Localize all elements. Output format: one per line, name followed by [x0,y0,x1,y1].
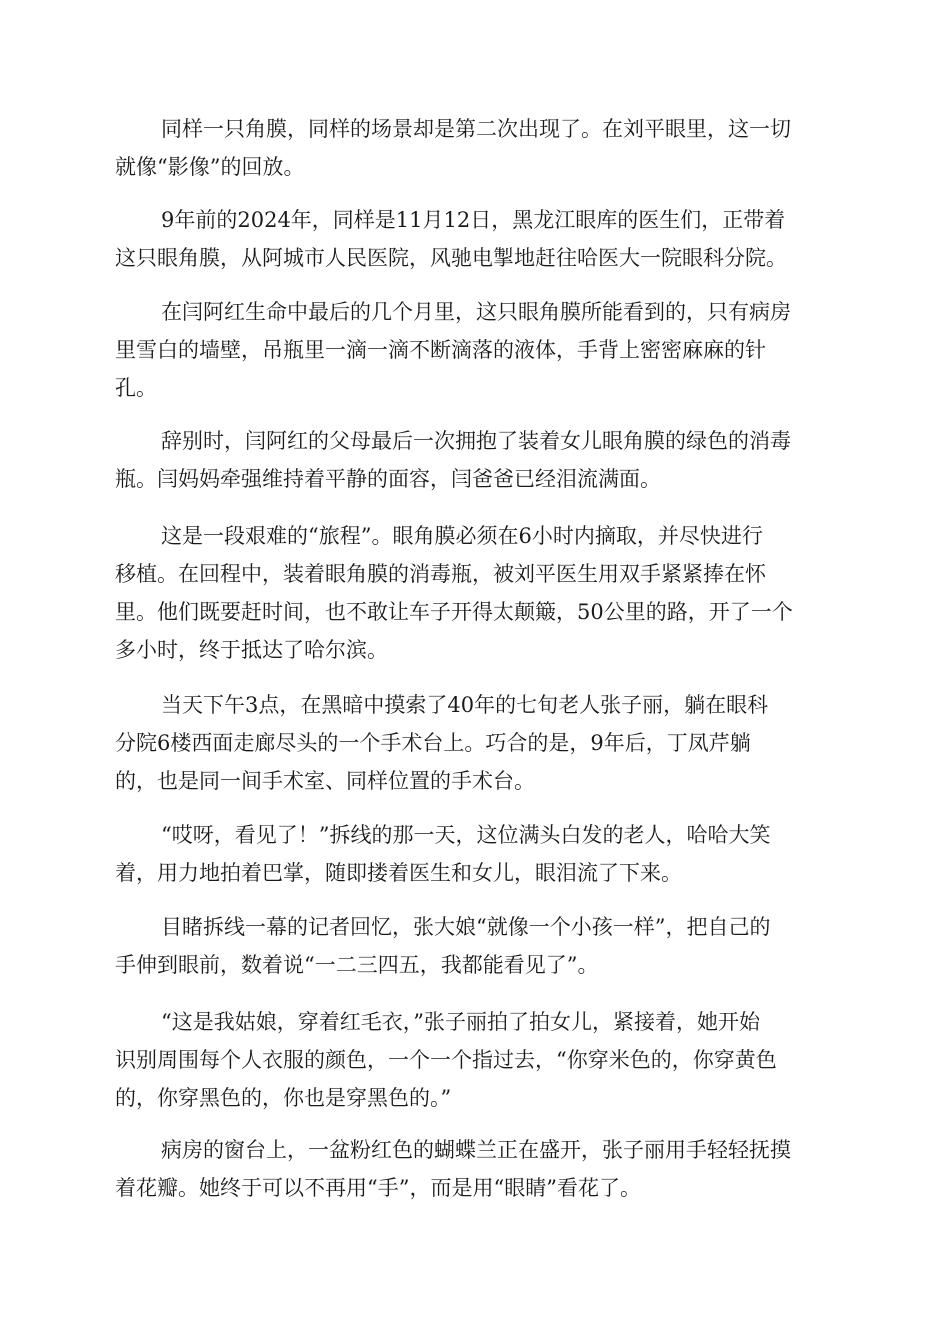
paragraph-line: 这只眼角膜，从阿城市人民医院，风驰电掣地赶往哈医大一院眼科分院。 [115,246,787,270]
paragraph-4 [115,422,835,498]
paragraph-line: 分院6楼西面走廊尽头的一个手术台上。巧合的是，9年后，丁凤芹躺 [115,731,751,755]
paragraph-line: 瓶。闫妈妈牵强维持着平静的面容，闫爸爸已经泪流满面。 [115,467,661,491]
paragraph-line: “这是我姑娘，穿着红毛衣，”张子丽拍了拍女儿，紧接着，她开始 [161,1010,760,1034]
paragraph-9 [115,1003,835,1117]
paragraph-6 [115,686,835,800]
paragraph-10 [115,1131,835,1207]
paragraph-line: 识别周围每个人衣服的颜色，一个一个指过去，“你穿米色的，你穿黄色 [115,1048,777,1072]
paragraph-8 [115,908,835,984]
paragraph-line: 当天下午3点，在黑暗中摸索了40年的七旬老人张子丽，躺在眼科 [161,693,769,717]
paragraph-line: 手伸到眼前，数着说“一二三四五，我都能看见了”。 [115,953,599,977]
paragraph-line: 多小时，终于抵达了哈尔滨。 [115,638,388,662]
paragraph-line: 辞别时，闫阿红的父母最后一次拥抱了装着女儿眼角膜的绿色的消毒 [161,429,791,453]
paragraph-line: 在闫阿红生命中最后的几个月里，这只眼角膜所能看到的，只有病房 [161,300,791,324]
paragraph-3 [115,293,835,407]
paragraph-line: 里。他们既要赶时间，也不敢让车子开得太颠簸，50公里的路，开了一个 [115,600,793,624]
paragraph-line: 这是一段艰难的“旅程”。眼角膜必须在6小时内摘取，并尽快进行 [161,524,763,548]
paragraph-5 [115,517,835,669]
paragraph-line: 移植。在回程中，装着眼角膜的消毒瓶，被刘平医生用双手紧紧捧在怀 [115,562,766,586]
paragraph-1 [115,110,835,186]
paragraph-line: 着花瓣。她终于可以不再用“手”，而是用“眼睛”看花了。 [115,1176,641,1200]
paragraph-line: 里雪白的墙壁，吊瓶里一滴一滴不断滴落的液体，手背上密密麻麻的针 [115,338,766,362]
paragraph-7 [115,816,835,892]
paragraph-line: 的，你穿黑色的，你也是穿黑色的。” [115,1086,452,1110]
paragraph-line: 病房的窗台上，一盆粉红色的蝴蝶兰正在盛开，张子丽用手轻轻抚摸 [161,1138,791,1162]
paragraph-line: 目睹拆线一幕的记者回忆，张大娘“就像一个小孩一样”，把自己的 [161,915,771,939]
paragraph-line: 同样一只角膜，同样的场景却是第二次出现了。在刘平眼里，这一切 [161,117,791,141]
paragraph-line: 9年前的2024年，同样是11月12日，黑龙江眼库的医生们，正带着 [161,208,786,232]
paragraph-line: 着，用力地拍着巴掌，随即搂着医生和女儿，眼泪流了下来。 [115,861,682,885]
paragraph-line: 就像“影像”的回放。 [115,155,305,179]
paragraph-line: 孔。 [115,376,157,400]
paragraph-2 [115,201,835,277]
paragraph-line: 的，也是同一间手术室、同样位置的手术台。 [115,769,535,793]
paragraph-line: “哎呀，看见了！”拆线的那一天，这位满头白发的老人，哈哈大笑 [161,823,771,847]
